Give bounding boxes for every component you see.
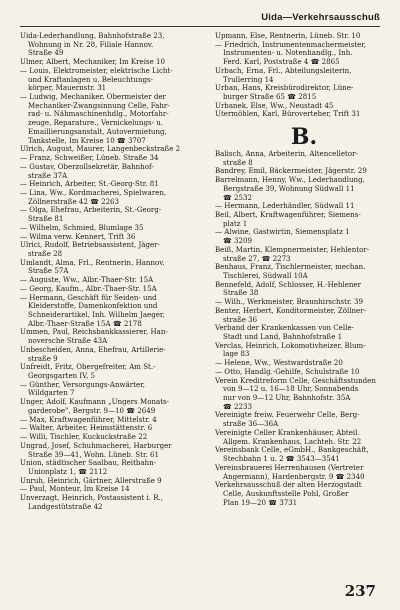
- entry-continuation-line: Straße 81: [28, 214, 64, 224]
- directory-entry: [20, 363, 198, 380]
- entry-continuation-line: Bergstraße 39, Wohnung Südwall 11: [223, 183, 355, 193]
- entry-line: Unger, Adolf, Kaufmann „Ungers Monats-: [20, 397, 170, 407]
- left-column: [20, 32, 198, 512]
- entry-line: — Gustav, Oberzollsekretär, Bahnhof-: [20, 161, 154, 171]
- entry-line: Vereinsbrauerei Herrenhausen (Vertreter: [215, 462, 364, 472]
- entry-continuation-line: garderobe", Bergstr. 9—10 ☎ 2649: [28, 405, 156, 415]
- directory-entry: [215, 464, 393, 481]
- entry-continuation-line: Stechbahn 1 u. 2 ☎ 3543—3541: [223, 454, 340, 464]
- entry-line: Ulrich, August, Maurer, Langenbeckstraße 2: [20, 144, 181, 154]
- entry-continuation-line: Mechaniker-Zwangsinnung Celle, Fahr-: [28, 100, 170, 110]
- entry-continuation-line: straße 27, ☎ 2273: [223, 253, 291, 263]
- directory-entry: [215, 429, 393, 446]
- entry-line: Benhaus, Franz, Tischlermeister, mechan.: [215, 262, 366, 272]
- entry-continuation-line: Straße 57A: [28, 266, 69, 276]
- entry-continuation-line: Kleiderstoffe, Damenkonfektion und: [28, 301, 158, 311]
- entry-continuation-line: Plan 19—20 ☎ 3731: [223, 497, 298, 507]
- directory-entry: [20, 67, 198, 93]
- entry-continuation-line: straße 8: [223, 157, 253, 167]
- directory-entry: [215, 110, 393, 119]
- entry-line: — Hermann, Geschäft für Seiden- und: [20, 292, 157, 302]
- entry-line: Verband der Krankenkassen von Celle-: [215, 323, 354, 333]
- entry-continuation-line: von 9—12 u. 16—18 Uhr, Sonnabends: [223, 384, 359, 394]
- entry-continuation-line: zeuge, Reparature., Vernickelungs- u.: [28, 118, 163, 128]
- entry-line: — Max, Kraftwagenführer, Mittelstr. 4: [20, 414, 157, 424]
- directory-entry: [20, 442, 198, 459]
- entry-line: Union, städtischer Saalbau, Reitbahn-: [20, 458, 157, 468]
- entry-line: Urban, Hans, Kreisbürodirektor, Lüne-: [215, 83, 354, 93]
- directory-entry: [20, 189, 198, 206]
- directory-entry: [20, 93, 198, 145]
- entry-line: Urbach, Erna, Frl., Abteilungsleiterin,: [215, 65, 352, 75]
- entry-line: Urbanek, Else, Ww., Neustadt 45: [215, 100, 334, 110]
- running-header: Uida—Verkehrsausschuß: [20, 12, 380, 27]
- entry-line: — Georg, Kaufm., Albr.-Thaer-Str. 15A: [20, 283, 157, 293]
- directory-entry: [20, 328, 198, 345]
- directory-entry: [20, 459, 198, 476]
- entry-line: — Auguste, Ww., Albr.-Thaer-Str. 15A: [20, 275, 154, 285]
- page-number: 237: [344, 582, 376, 600]
- entry-continuation-line: Straße 39—41, Wohn. Lüneb. Str. 61: [28, 449, 159, 459]
- entry-continuation-line: ☎ 2233: [223, 401, 252, 411]
- entry-continuation-line: und Kraftanlagen u. Beleuchtungs-: [28, 74, 153, 84]
- entry-line: Umlandt, Alma, Frl., Rentnerin, Hannov.: [20, 257, 165, 267]
- entry-continuation-line: ☎ 2532: [223, 192, 252, 202]
- entry-continuation-line: rad- u. Nähmaschinenhdlg., Motorfahr-: [28, 109, 169, 119]
- directory-entry: [215, 411, 393, 428]
- entry-line: — Heinrich, Arbeiter, St.-Georg-Str. 81: [20, 179, 159, 189]
- entry-line: Uida-Lederhandlung, Bahnhofstraße 23,: [20, 31, 165, 40]
- directory-entry: [20, 346, 198, 363]
- entry-line: Unruh, Heinrich, Gärtner, Allerstraße 9: [20, 475, 162, 485]
- entry-line: Unverzagt, Heinrich, Postassistent i. R.,: [20, 493, 164, 503]
- entry-line: Benter, Herbert, Konditormeister, Zöllner-: [215, 305, 366, 315]
- entry-continuation-line: ☎ 3209: [223, 236, 252, 246]
- entry-continuation-line: Angermann), Hardenbergstr. 9 ☎ 2340: [223, 471, 365, 481]
- entry-continuation-line: Georgsgarten IV, 5: [28, 371, 96, 381]
- entry-line: — Hermann, Lederhändler, Südwall 11: [215, 201, 355, 211]
- directory-entry: [215, 67, 393, 84]
- entry-line: Ulrici, Rudolf, Betriebsassistent, Jäger-: [20, 240, 160, 250]
- entry-line: Unfreidt, Fritz, Obergefreiter, Am St.-: [20, 362, 156, 372]
- entry-continuation-line: körper, Mauernstr. 31: [28, 83, 107, 93]
- entry-line: Vereinigte freiw. Feuerwehr Celle, Berg-: [215, 410, 360, 420]
- entry-continuation-line: Straße 49: [28, 48, 64, 58]
- entry-continuation-line: Unionplatz 1, ☎ 2112: [28, 466, 108, 476]
- entry-line: — Wilma verw. Kennert, Trift 36: [20, 231, 136, 241]
- entry-line: — Paul, Monteur, Im Kreise 14: [20, 484, 130, 494]
- entry-continuation-line: Straße 38: [223, 288, 259, 298]
- entry-continuation-line: Albr.-Thaer-Straße 15A ☎ 2178: [28, 318, 142, 328]
- directory-entry: [215, 281, 393, 298]
- entry-line: Ummen, Paul, Reichsbankkassierer, Han-: [20, 327, 168, 337]
- directory-entry: [20, 32, 198, 58]
- directory-entry: [215, 377, 393, 412]
- entry-continuation-line: Zöllnerstraße 42 ☎ 2263: [28, 196, 120, 206]
- entry-continuation-line: Trullerring 14: [223, 74, 274, 84]
- directory-entry: [20, 241, 198, 258]
- directory-entry: [215, 342, 393, 359]
- entry-line: — Alwine, Gastwirtin, Siemensplatz 1: [215, 227, 350, 237]
- entry-continuation-line: Instrumenten- u. Notenhandlg., Inh.: [223, 48, 353, 58]
- directory-entry: [215, 84, 393, 101]
- entry-continuation-line: Ferd. Karl, Poststraße 4 ☎ 2865: [223, 57, 340, 67]
- directory-entry: [215, 324, 393, 341]
- entry-continuation-line: straße 28: [28, 248, 63, 258]
- directory-entry: [20, 163, 198, 180]
- entry-line: — Helene, Ww., Westwardstraße 20: [215, 358, 343, 368]
- entry-line: — Olga, Ehefrau, Arbeiterin, St.-Georg-: [20, 205, 162, 215]
- right-column-bottom: [215, 150, 393, 507]
- entry-line: Vereinigte Celler Krankenhäuser, Abteil.: [215, 427, 360, 437]
- entry-line: Bennefeld, Adolf, Schlosser, H.-Hehlener: [215, 279, 361, 289]
- entry-line: — Wilh., Werkmeister, Braunhirschstr. 39: [215, 297, 364, 307]
- entry-continuation-line: platz 1: [223, 218, 248, 228]
- entry-line: — Ludwig, Mechaniker, Obermeister der: [20, 92, 166, 102]
- entry-continuation-line: Tankstelle, Im Kreise 10 ☎ 3707: [28, 135, 146, 145]
- right-column-top: [215, 32, 393, 119]
- directory-entry: [215, 150, 393, 167]
- directory-entry: [215, 176, 393, 202]
- entry-continuation-line: lage 83: [223, 349, 250, 359]
- entry-line: — Günther, Versorgungs-Anwärter,: [20, 379, 145, 389]
- entry-line: Vereinsbank Celle, eGmbH., Bankgeschäft,: [215, 445, 369, 455]
- entry-line: Beiß, Martin, Klempnermeister, Hehlentor-: [215, 244, 370, 254]
- entry-continuation-line: straße 36: [223, 314, 258, 324]
- entry-line: — Lina, Ww., Kordmacherei, Spielwaren,: [20, 187, 167, 197]
- entry-continuation-line: Tischlerei, Südwall 10A: [223, 270, 308, 280]
- entry-continuation-line: Wohnung in Nr. 28, Filiale Hannov.: [28, 39, 154, 49]
- entry-line: Bandrey, Emil, Bäckermeister, Jägerstr. 29: [215, 166, 367, 176]
- section-letter: B.: [290, 124, 318, 151]
- entry-line: — Willi, Tischler, Kuckuckstraße 22: [20, 432, 148, 442]
- entry-line: Unbescheiden, Anna, Ehefrau, Artillerie-: [20, 344, 166, 354]
- entry-line: — Franz, Schweißer, Lüneb. Straße 34: [20, 153, 159, 163]
- entry-line: Barrelmann, Henny, Ww., Lederhandlung,: [215, 175, 365, 185]
- directory-entry: [20, 259, 198, 276]
- directory-entry: [215, 41, 393, 67]
- directory-entry: [20, 294, 198, 329]
- entry-continuation-line: Landgestütstraße 42: [28, 501, 103, 511]
- entry-continuation-line: Allgem. Krankenhaus, Lachteh. Str. 22: [223, 436, 362, 446]
- entry-line: Upmann, Else, Rentnerin, Lüneb. Str. 10: [215, 31, 361, 40]
- entry-continuation-line: Celle, Auskunftsstelle Pohl, Großer: [223, 488, 349, 498]
- entry-continuation-line: nur von 9—12 Uhr, Bahnhofstr. 35A: [223, 393, 351, 403]
- directory-entry: [20, 494, 198, 511]
- entry-line: Verkehrsausschuß der alten Herzogstadt: [215, 480, 362, 490]
- directory-entry: [20, 398, 198, 415]
- directory-entry: [215, 211, 393, 228]
- directory-entry: [215, 446, 393, 463]
- entry-continuation-line: Wildgarten 7: [28, 388, 75, 398]
- directory-entry: [215, 228, 393, 245]
- entry-line: Utermöhlen, Karl, Büroverteher, Trift 31: [215, 109, 361, 119]
- directory-entry: [215, 246, 393, 263]
- right-column: [215, 32, 393, 507]
- entry-continuation-line: straße 37A: [28, 170, 68, 180]
- entry-line: Beil, Albert, Kraftwagenführer, Siemens-: [215, 209, 361, 219]
- directory-entry: [215, 263, 393, 280]
- entry-line: Verclas, Heinrich, Lokomotivheizer, Blum-: [215, 340, 366, 350]
- entry-continuation-line: Schneiderartikel, Inh. Wilhelm Jaeger,: [28, 310, 165, 319]
- directory-entry: [215, 307, 393, 324]
- entry-line: — Walter, Arbeiter, Heimstättenstr. 6: [20, 423, 153, 433]
- entry-line: — Otto, Handlg.-Gehilfe, Schulstraße 10: [215, 366, 360, 376]
- directory-entry: [20, 206, 198, 223]
- entry-continuation-line: Stadt und Land, Bahnhofstraße 1: [223, 332, 343, 341]
- entry-continuation-line: noversche Straße 43A: [28, 336, 108, 346]
- entry-continuation-line: straße 9: [28, 353, 58, 363]
- directory-entry: [20, 381, 198, 398]
- entry-line: Balisch, Anna, Arbeiterin, Altencelletor-: [215, 148, 358, 158]
- entry-continuation-line: straße 36—36A: [223, 419, 279, 429]
- entry-continuation-line: burger Straße 65 ☎ 2815: [223, 92, 317, 102]
- entry-line: Verein Kreditreform Celle, Geschäftsstunden: [215, 375, 376, 385]
- entry-line: — Friedrich, Instrumentenmachermeister,: [215, 39, 367, 49]
- entry-continuation-line: Emaillierungsanstalt, Autovermietung,: [28, 126, 167, 136]
- entry-line: Ungrad, Josef, Schuhmacherei, Harburger: [20, 440, 172, 450]
- entry-line: — Louis, Elektromeister, elektrische Licht-: [20, 65, 173, 75]
- directory-entry: [215, 481, 393, 507]
- entry-line: Ulmer, Albert, Mechaniker, Im Kreise 10: [20, 57, 165, 67]
- entry-line: — Wilhelm, Schmied, Blumlage 35: [20, 222, 144, 232]
